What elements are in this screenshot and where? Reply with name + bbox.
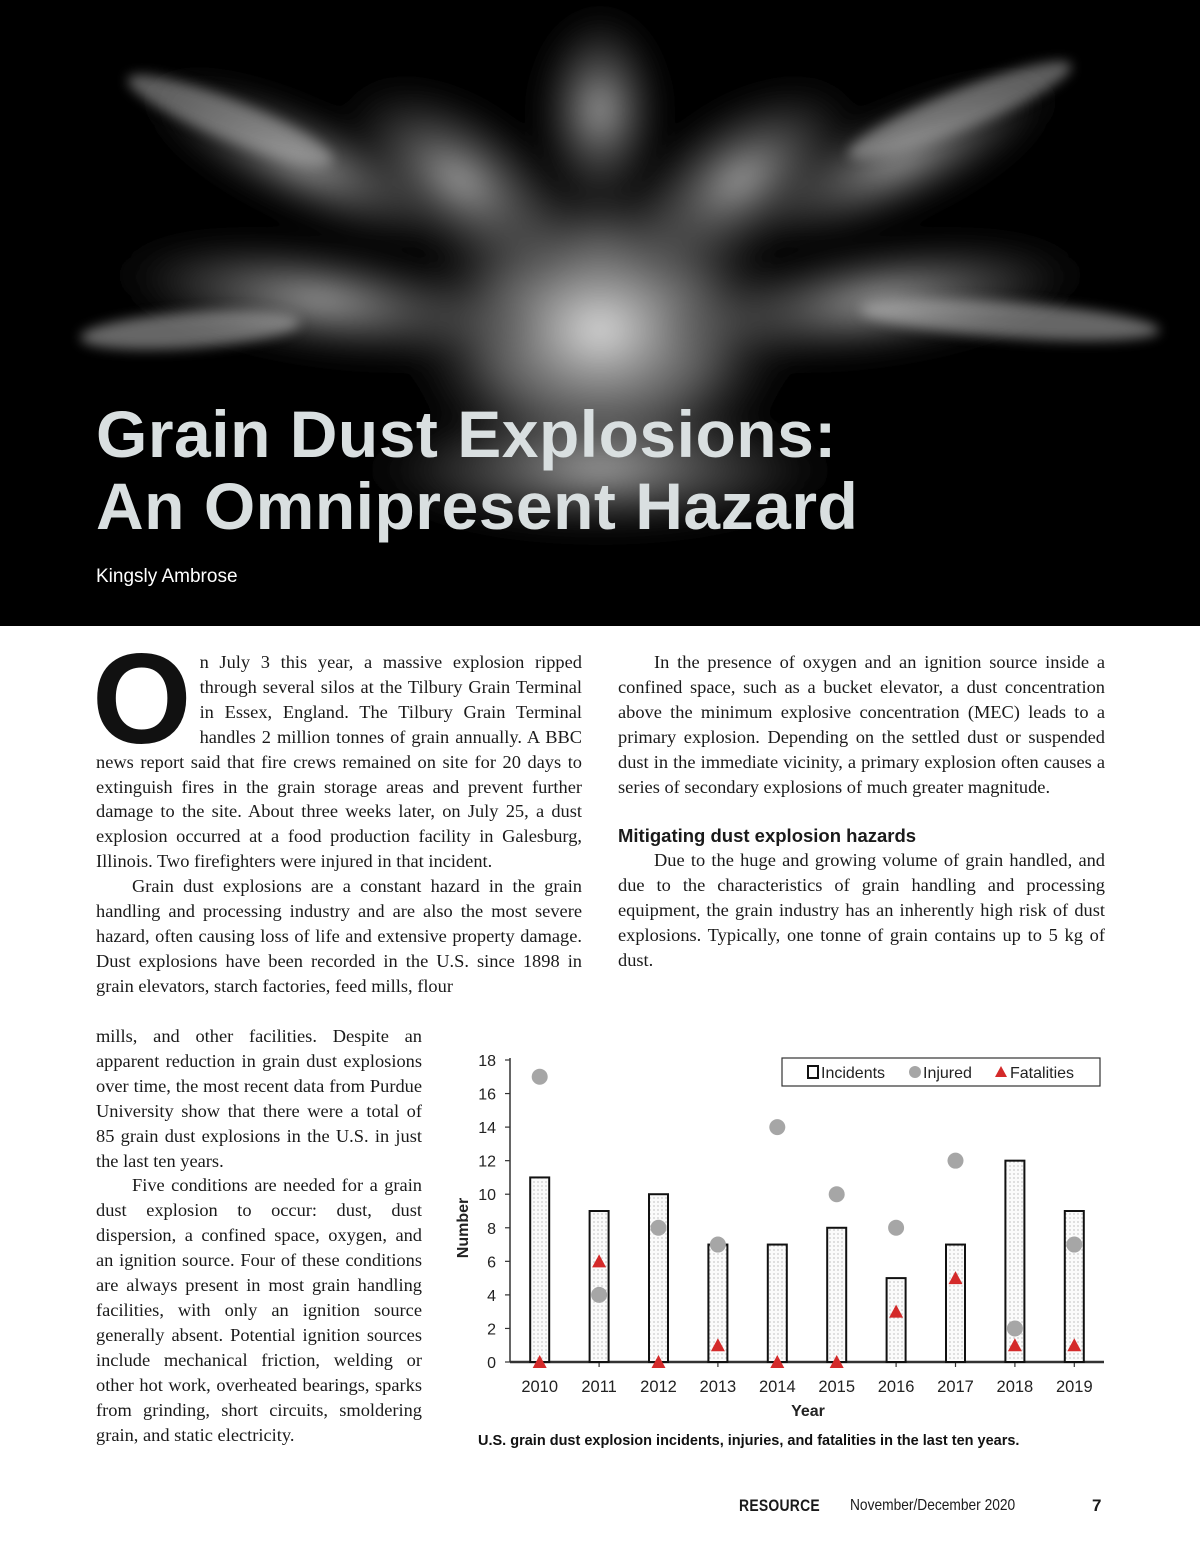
incidents-bar <box>827 1228 846 1362</box>
paragraph-2: Grain dust explosions are a constant hazard in the grain handling and processing industry and are also the most severe hazard, often causing loss of life and extensive property damage. Dust explosions have been recorded in the U.S. since 1898 in grain elevators, starch factories, feed mills, flour <box>96 876 582 996</box>
y-tick-label: 0 <box>487 1355 496 1372</box>
page-footer <box>0 1496 1200 1520</box>
y-tick-label: 6 <box>487 1254 496 1272</box>
chart-legend <box>782 1058 1100 1086</box>
x-tick-label: 2013 <box>699 1378 737 1396</box>
x-tick-label: 2016 <box>877 1378 915 1396</box>
x-tick-label: 2012 <box>640 1378 677 1396</box>
left-column-top <box>92 628 582 999</box>
injured-point <box>651 1220 667 1236</box>
injured-point <box>1007 1320 1023 1336</box>
injured-point <box>1066 1237 1082 1253</box>
paragraph-1 <box>92 628 582 874</box>
right-column <box>618 650 1105 973</box>
incidents-bar <box>946 1245 965 1362</box>
chart-caption: U.S. grain dust explosion incidents, injuries, and fatalities in the last ten years. <box>478 1433 1020 1449</box>
legend-injured-swatch <box>909 1066 921 1078</box>
incidents-bar <box>590 1211 609 1362</box>
injured-point <box>829 1186 845 1202</box>
legend-incidents-swatch <box>808 1066 818 1078</box>
y-tick-label: 16 <box>478 1086 496 1104</box>
fatalities-points <box>533 1254 1082 1368</box>
incidents-bar <box>530 1177 549 1362</box>
author-byline: Kingsly Ambrose <box>96 566 238 587</box>
x-tick-label: 2014 <box>758 1378 796 1396</box>
title-line-2: An Omnipresent Hazard <box>96 469 859 543</box>
drop-cap: O <box>92 628 192 771</box>
paragraph-5: Due to the huge and growing volume of grain handled, and due to the characteristics of grain handling and processing equipment, the grain industry has an inherently high risk of dust explosions. Typically, one tonne of grain contains up to 5 kg of dust. <box>618 850 1105 971</box>
injured-point <box>888 1220 904 1236</box>
article-title <box>96 398 858 542</box>
magazine-name: RESOURCE <box>739 1496 820 1515</box>
x-tick-label: 2018 <box>996 1378 1034 1396</box>
y-axis-label: Number <box>455 1197 472 1259</box>
injured-point <box>769 1119 785 1135</box>
section-heading: Mitigating dust explosion hazards <box>618 825 917 847</box>
issue-date: November/December 2020 <box>850 1497 1016 1514</box>
y-tick-label: 4 <box>487 1287 496 1305</box>
y-tick-label: 14 <box>478 1120 496 1138</box>
legend-injured-label: Injured <box>923 1065 972 1082</box>
injured-point <box>710 1237 726 1253</box>
y-tick-label: 2 <box>487 1321 496 1339</box>
x-tick-label: 2019 <box>1055 1378 1093 1396</box>
incidents-bar <box>768 1245 787 1362</box>
left-column-narrow <box>96 1024 422 1447</box>
paragraph-3: Five conditions are needed for a grain dust explosion to occur: dust, dust dispersion, a confined space, oxygen, and an ignition source. Four of these conditions are always present in most grain handling facilities, with only an ignition source generally absent. Potential ignition sources include mechanical friction, welding or other hot work, overheated bearings, sparks from grinding, short circuits, smoldering grain, and static electricity. <box>96 1175 422 1445</box>
injured-points <box>532 1069 1083 1337</box>
injured-point <box>591 1287 607 1303</box>
paragraph-4: In the presence of oxygen and an ignition source inside a confined space, such as a bucket elevator, a dust concentration above the minimum explosive concentration (MEC) leads to a primary explosion. Depending on the settled dust or suspended dust in the immediate vicinity, a primary explosion often causes a series of secondary explosions of much greater magnitude. <box>618 652 1105 797</box>
incidents-bar <box>649 1194 668 1362</box>
x-tick-label: 2010 <box>521 1378 559 1396</box>
incidents-bar <box>887 1278 906 1362</box>
title-line-1: Grain Dust Explosions: <box>96 397 837 471</box>
paragraph-2-continued: mills, and other facilities. Despite an apparent reduction in grain dust explosions over time, the most recent data from Purdue University show that there were a total of 85 grain dust explosions in the U.S. in just the last ten years. <box>96 1026 422 1171</box>
x-tick-label: 2011 <box>581 1378 617 1396</box>
y-tick-label: 10 <box>478 1187 496 1205</box>
y-tick-label: 8 <box>487 1220 496 1238</box>
y-tick-label: 12 <box>478 1153 496 1171</box>
incidents-bars <box>530 1161 1084 1362</box>
x-axis-label: Year <box>791 1403 825 1420</box>
x-tick-label: 2015 <box>818 1378 856 1396</box>
x-tick-label: 2017 <box>937 1378 974 1396</box>
legend-fatalities-label: Fatalities <box>1010 1065 1075 1082</box>
page-number: 7 <box>1092 1496 1102 1515</box>
injured-point <box>948 1153 964 1169</box>
y-tick-label: 18 <box>478 1053 496 1070</box>
paragraph-1-text: n July 3 this year, a massive explosion ripped through several silos at the Tilbury Grain Terminal in Essex, England. The Tilbury Grain Terminal handles 2 million tonnes of grain annually. A BBC news report said that fire crews remained on site for 20 days to extinguish fires in the grain storage areas and prevent further damage to the site. About three weeks later, on July 25, a dust explosion occurred at a food production facility in Galesburg, Illinois. Two firefighters were injured in that incident. <box>96 652 582 872</box>
explosions-chart <box>440 1048 1120 1428</box>
legend-incidents-label: Incidents <box>821 1065 886 1082</box>
injured-point <box>532 1069 548 1085</box>
hero-banner <box>0 0 1200 626</box>
